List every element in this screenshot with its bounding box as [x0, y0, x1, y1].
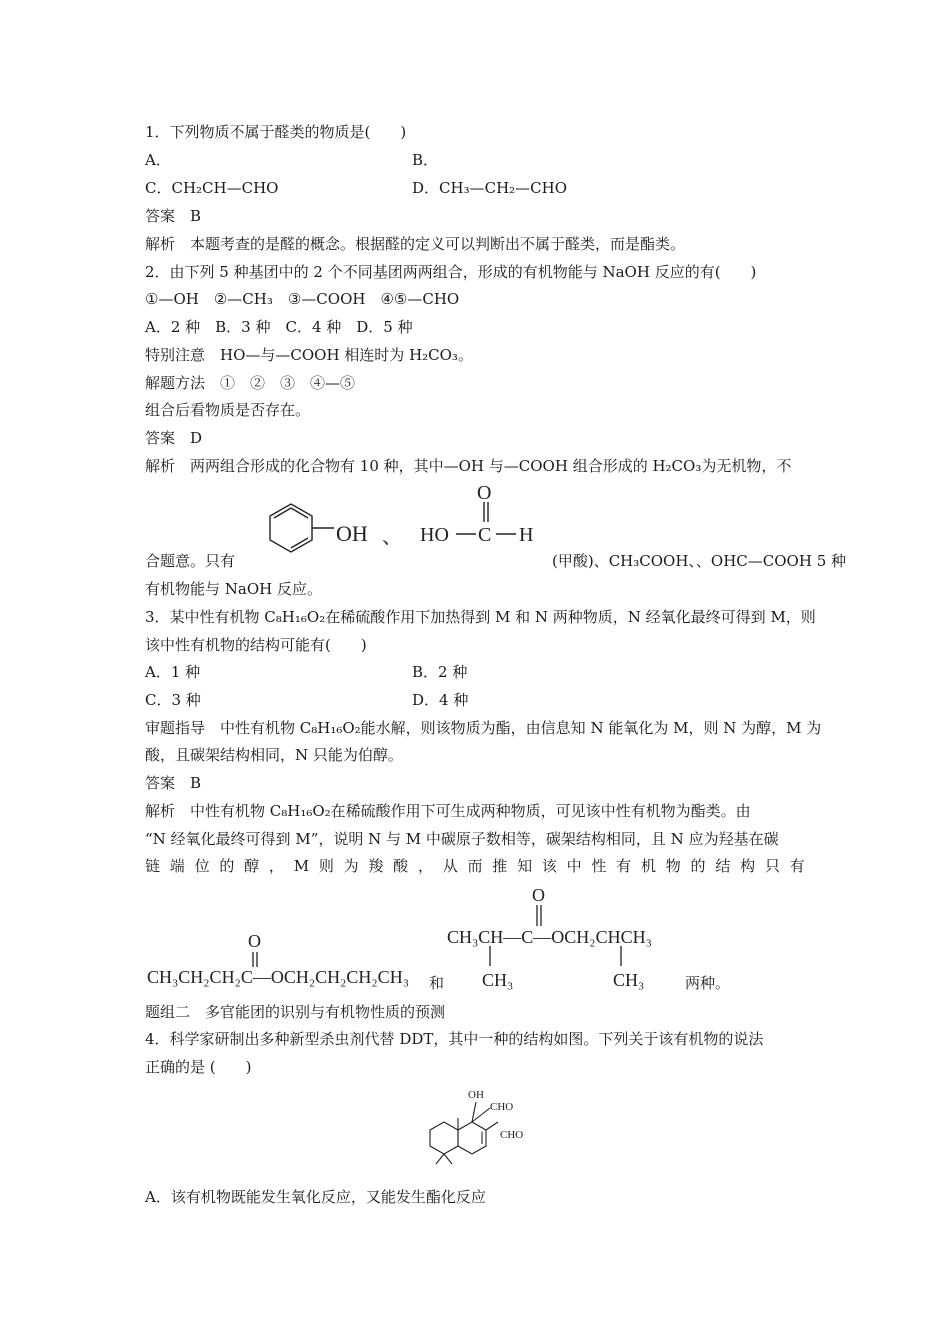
- q3-guide-line-2: 酸，且碳架结构相同，N 只能为伯醇。: [145, 746, 403, 764]
- q2-options: A．2 种 B．3 种 C．4 种 D．5 种: [145, 318, 413, 336]
- q2-stem: 2．由下列 5 种基团中的 2 个不同基团两两组合，形成的有机物能与 NaOH 反应的有( ): [145, 263, 757, 281]
- q1-option-b: B．: [412, 151, 439, 169]
- justified-word: ，: [417, 857, 433, 875]
- justified-word: 推: [492, 857, 508, 875]
- and-connector: 和: [429, 976, 445, 992]
- q2-analysis-line-1: 解析 两两组合形成的化合物有 10 种，其中—OH 与—COOH 组合形成的 H₂CO₃为无机物，不: [145, 457, 792, 475]
- justified-word: 中: [566, 857, 582, 875]
- ester-1-o-label: O: [248, 931, 261, 951]
- q3-stem-line-1: 3．某中性有机物 C₈H₁₆O₂在稀硫酸作用下加热得到 M 和 N 两种物质，N 经氧化最终可得到 M，则: [145, 608, 816, 626]
- q3-answer: 答案 B: [145, 774, 202, 792]
- justified-word: 有: [789, 857, 805, 875]
- justified-word: 只: [764, 857, 780, 875]
- q4-stem-line-2: 正确的是 ( ): [145, 1058, 252, 1076]
- justified-word: M: [293, 857, 310, 875]
- q1-stem: 1．下列物质不属于醛类的物质是( ): [145, 123, 407, 141]
- q2-method-2: 组合后看物质是否存在。: [145, 401, 311, 419]
- phenol-and-formic-acid-structures: [240, 482, 560, 568]
- justified-word: 酸: [393, 857, 409, 875]
- q2-analysis-line-3: 有机物能与 NaOH 反应。: [145, 580, 322, 598]
- q1-option-d: D．CH₃—CH₂—CHO: [412, 179, 568, 197]
- q3-guide-line-1: 审题指导 中性有机物 C₈H₁₆O₂能水解，则该物质为酯，由信息知 N 能氧化为 M，则 N 为醇，M 为: [145, 719, 822, 737]
- justified-word: 该: [541, 857, 557, 875]
- justified-word: 而: [467, 857, 483, 875]
- q4-stem-line-1: 4．科学家研制出多种新型杀虫剂代替 DDT，其中一种的结构如图。下列关于该有机物的说法: [145, 1030, 764, 1048]
- justified-word: 构: [740, 857, 756, 875]
- justified-word: 端: [169, 857, 185, 875]
- justified-word: 链: [145, 857, 161, 875]
- q4-oh-label: OH: [468, 1089, 484, 1101]
- q3-analysis-line-1: 解析 中性有机物 C₈H₁₆O₂在稀硫酸作用下可生成两种物质，可见该中性有机物为酯类。由: [145, 802, 751, 820]
- q1-analysis: 解析 本题考查的是醛的概念。根据醛的定义可以判断出不属于醛类，而是酯类。: [145, 235, 686, 253]
- q2-method: 解题方法 ① ② ③ ④—⑤: [145, 374, 356, 392]
- q2-analysis-line-2-suffix: (甲酸)、CH₃COOH、、OHC—COOH 5 种: [552, 552, 847, 570]
- justified-word: 性: [591, 857, 607, 875]
- justified-word: 羧: [368, 857, 384, 875]
- formic-o-label: O: [477, 482, 492, 504]
- justified-word: 醇: [244, 857, 260, 875]
- justified-word: 的: [690, 857, 706, 875]
- q4-option-a: A．该有机物既能发生氧化反应，又能发生酯化反应: [145, 1188, 486, 1206]
- formic-ho-label: HO: [420, 524, 449, 546]
- justified-word: 物: [665, 857, 681, 875]
- q1-answer: 答案 B: [145, 207, 202, 225]
- q2-analysis-line-2-prefix: 合题意。只有: [145, 552, 236, 570]
- group-2-heading: 题组二 多官能团的识别与有机物性质的预测: [145, 1003, 446, 1021]
- justified-word: 机: [640, 857, 656, 875]
- q4-cho-label-1: CHO: [490, 1101, 514, 1113]
- ester-2-chain: CH₃CH—C—OCH₂CHCH₃: [447, 927, 652, 947]
- justified-word: 从: [442, 857, 458, 875]
- justified-word: 位: [194, 857, 210, 875]
- ester-1-chain: CH₃CH₂CH₂C—OCH₂CH₂CH₂CH₃: [147, 967, 409, 987]
- formic-h-label: H: [519, 524, 534, 546]
- formic-c-label: C: [478, 524, 492, 546]
- justified-word: 有: [616, 857, 632, 875]
- q3-analysis-line-2: “N 经氧化最终可得到 M”，说明 N 与 M 中碳原子数相等，碳架结构相同，且 N 应为羟基在碳: [145, 830, 779, 848]
- justified-word: 则: [318, 857, 334, 875]
- q3-analysis-line-3: [145, 856, 805, 876]
- ester-tail-text: 两种。: [685, 976, 731, 992]
- separator-comma: 、: [382, 526, 402, 548]
- q3-option-a: A．1 种: [145, 663, 201, 681]
- justified-word: 结: [715, 857, 731, 875]
- justified-word: ，: [268, 857, 284, 875]
- q3-option-c: C．3 种: [145, 691, 201, 709]
- ester-2-o-label: O: [532, 885, 545, 905]
- justified-word: 的: [219, 857, 235, 875]
- q2-groups: ①—OH ②—CH₃ ③—COOH ④⑤—CHO: [145, 290, 460, 308]
- justified-word: 为: [343, 857, 359, 875]
- phenol-oh-label: OH: [336, 521, 368, 546]
- q1-option-a: A．: [145, 151, 171, 169]
- q3-stem-line-2: 该中性有机物的结构可能有( ): [145, 636, 367, 654]
- q3-option-d: D．4 种: [412, 691, 469, 709]
- q2-note: 特别注意 HO—与—COOH 相连时为 H₂CO₃。: [145, 346, 473, 364]
- ester-structures: [145, 880, 745, 1000]
- q4-molecule-structure: [420, 1082, 540, 1182]
- ester-2-methyl-1: CH₃: [482, 970, 514, 990]
- q2-answer: 答案 D: [145, 429, 203, 447]
- q4-cho-label-2: CHO: [500, 1129, 524, 1141]
- justified-word: 知: [517, 857, 533, 875]
- q3-option-b: B．2 种: [412, 663, 468, 681]
- q1-option-c: C．CH₂CH—CHO: [145, 179, 279, 197]
- ester-2-methyl-2: CH₃: [613, 970, 645, 990]
